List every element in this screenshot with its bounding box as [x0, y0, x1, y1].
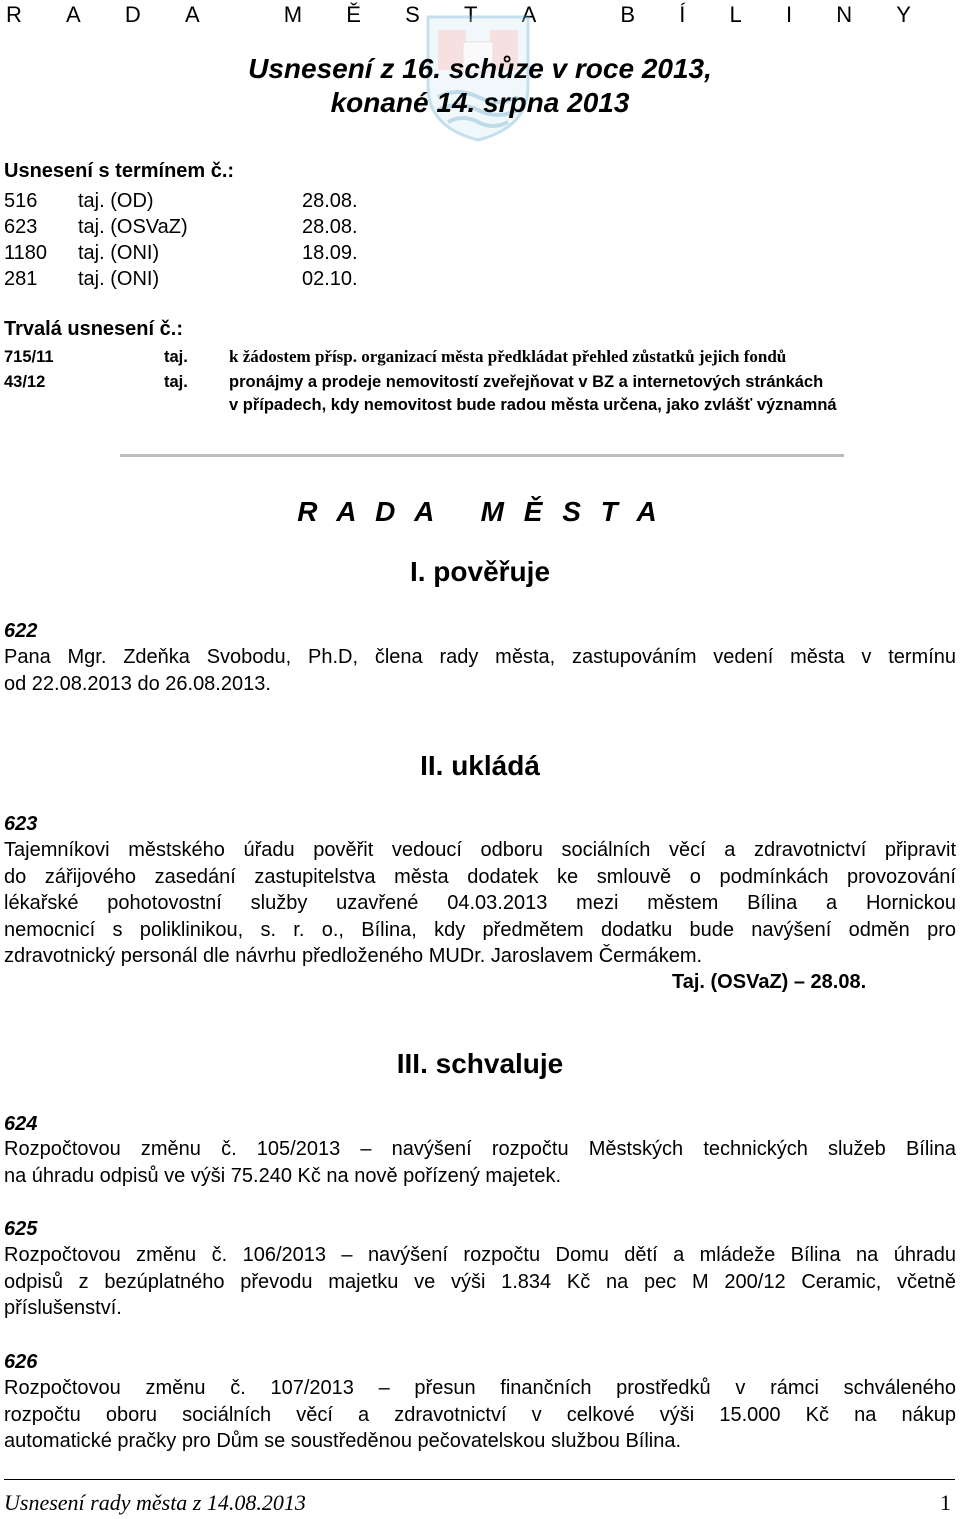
text-line: Rozpočtovou změnu č. 105/2013 – navýšení rozpočtu Městských technických služeb Bílina — [4, 1138, 956, 1160]
resolution-number: 626 — [4, 1351, 38, 1373]
permanent-text: v případech, kdy nemovitost bude radou města určena, jako zvlášť významná — [229, 396, 837, 414]
schedule-number: 623 — [4, 216, 38, 238]
schedule-date: 28.08. — [302, 190, 358, 212]
resolution-text — [4, 1136, 956, 1189]
schedule-department: taj. (ONI) — [78, 268, 160, 290]
section-heading-1: I. pověřuje — [409, 556, 551, 587]
permanent-department: taj. — [164, 348, 188, 366]
page-number: 1 — [940, 1490, 951, 1515]
header-letter: T — [463, 2, 478, 27]
resolution-number: 622 — [4, 620, 38, 642]
document-title-line-2: konané 14. srpna 2013 — [330, 87, 630, 118]
header-letter: A — [66, 2, 81, 27]
schedule-heading: Usnesení s termínem č.: — [4, 160, 235, 182]
schedule-date: 28.08. — [302, 216, 358, 238]
schedule-date: 18.09. — [302, 242, 358, 264]
resolution-number: 625 — [4, 1218, 38, 1240]
permanent-department: taj. — [164, 373, 188, 391]
separator-line — [120, 454, 844, 457]
schedule-department: taj. (OSVaZ) — [78, 216, 188, 238]
header-letter: I — [785, 2, 793, 27]
schedule-department: taj. (ONI) — [78, 242, 160, 264]
text-line: lékařské pohotovostní služby uzavřené 04.03.2013 mezi městem Bílina a Hornickou — [4, 892, 956, 914]
text-line: rozpočtu oboru sociálních věcí a zdravotnictví v celkové výši 15.000 Kč na nákup — [4, 1403, 956, 1426]
header-letter: N — [836, 2, 853, 27]
text-line: na úhradu odpisů ve výši 75.240 Kč na nově pořízený majetek. — [4, 1164, 562, 1187]
text-line: odpisů z bezúplatného převodu majetku ve výši 1.834 Kč na pec M 200/12 Ceramic, včetně — [4, 1270, 956, 1293]
header-letter: L — [729, 2, 742, 27]
text-line: od 22.08.2013 do 26.08.2013. — [4, 672, 271, 695]
resolution-number: 623 — [4, 813, 38, 835]
schedule-number: 1180 — [4, 242, 48, 264]
header-letter: A — [521, 2, 537, 27]
text-line: Rozpočtovou změnu č. 106/2013 – navýšení rozpočtu Domu dětí a mládeže Bílina na úhradu — [4, 1244, 956, 1266]
text-line: Tajemníkovi městského úřadu pověřit vedoucí odboru sociálních věcí a zdravotnictví připravit — [4, 839, 956, 861]
section-heading-3: III. schvaluje — [396, 1048, 564, 1079]
text-line: do zářijového zasedání zastupitelstva města dodatek ke smlouvě o podmínkách provozování — [4, 865, 956, 888]
schedule-number: 516 — [4, 190, 38, 212]
header-letter: R — [6, 2, 22, 27]
footer-rule — [4, 1479, 955, 1480]
council-heading: R A D A M Ě S T A — [297, 496, 663, 527]
text-line: nemocnicí s poliklinikou, s. r. o., Bílina, kdy předmětem dodatku bude navýšení odměn pro — [4, 918, 956, 941]
text-line: příslušenství. — [4, 1297, 122, 1319]
resolution-text — [4, 1375, 956, 1455]
text-line: zdravotnický personál dle návrhu předloženého MUDr. Jaroslavem Čermákem. — [4, 945, 703, 967]
permanent-number: 43/12 — [4, 373, 46, 391]
document-title-line-1: Usnesení z 16. schůze v roce 2013, — [248, 53, 712, 84]
permanent-text: pronájmy a prodeje nemovitostí zveřejňovat v BZ a internetových stránkách — [229, 373, 824, 391]
header-letter: M — [283, 2, 303, 27]
permanent-heading: Trvalá usnesení č.: — [4, 318, 183, 340]
text-line: Rozpočtovou změnu č. 107/2013 – přesun finančních prostředků v rámci schváleného — [4, 1377, 956, 1399]
text-line: automatické pračky pro Dům se soustředěnou pečovatelskou službou Bílina. — [4, 1430, 682, 1452]
schedule-department: taj. (OD) — [78, 190, 154, 212]
permanent-text: k žádostem přísp. organizací města předkládat přehled zůstatků jejich fondů — [229, 347, 787, 366]
resolution-text — [4, 644, 956, 697]
header-letter: S — [405, 2, 420, 27]
permanent-number: 715/11 — [4, 348, 54, 366]
schedule-date: 02.10. — [302, 268, 358, 290]
header-letter: Y — [896, 2, 911, 27]
section-heading-2: II. ukládá — [420, 750, 540, 781]
header-letter: Í — [679, 2, 686, 27]
header-letter: D — [124, 2, 141, 27]
schedule-number: 281 — [4, 268, 38, 290]
header-letter: B — [620, 2, 636, 27]
resolution-text — [4, 1242, 956, 1322]
header-letter: A — [184, 2, 200, 27]
resolution-text — [4, 837, 956, 970]
footer-title: Usnesení rady města z 14.08.2013 — [4, 1490, 306, 1515]
header-letter: Ě — [346, 2, 361, 27]
text-line: Pana Mgr. Zdeňka Svobodu, Ph.D, člena rady města, zastupováním vedení města v termínu — [4, 646, 956, 668]
resolution-number: 624 — [4, 1113, 38, 1135]
resolution-deadline: Taj. (OSVaZ) – 28.08. — [672, 971, 867, 993]
